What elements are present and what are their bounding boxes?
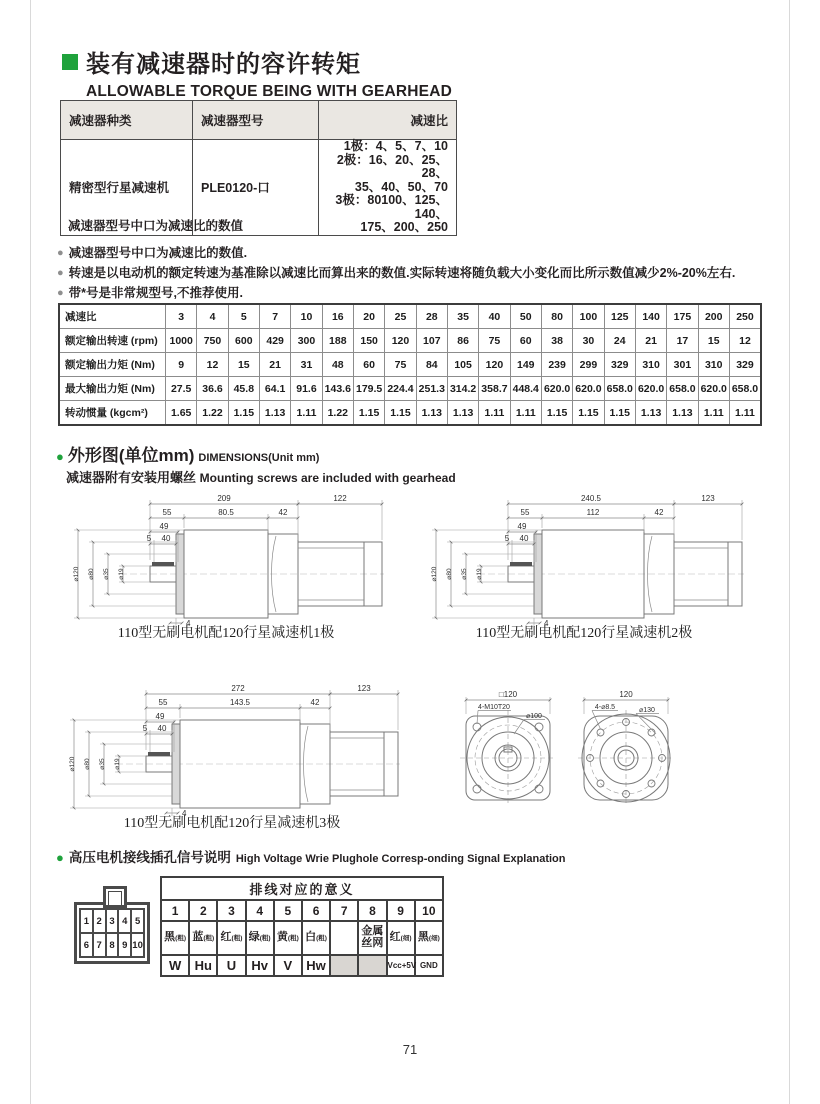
wiring-title-en: High Voltage Wrie Plughole Corresp-onding Signal Explanation — [235, 853, 566, 865]
table-cell: 448.4 — [510, 377, 541, 401]
dim-shaft-label: 55 — [158, 698, 168, 707]
table-cell: 3 — [166, 304, 197, 329]
table-cell: 45.8 — [228, 377, 259, 401]
dimensions-note — [66, 467, 456, 486]
table-cell: 310 — [635, 353, 666, 377]
table-row — [59, 401, 761, 426]
pin-number-cell: 7 — [330, 900, 358, 921]
adapter — [300, 724, 330, 804]
dimension-drawing-1pole — [66, 490, 386, 630]
table-cell: 179.5 — [353, 377, 384, 401]
dim-motor-label: 123 — [357, 684, 371, 693]
table-cell: 12 — [197, 353, 228, 377]
connector-pin: 7 — [92, 932, 107, 958]
table-cell: 251.3 — [416, 377, 447, 401]
shaft-key — [510, 562, 532, 566]
table-cell: 329 — [604, 353, 635, 377]
pin-number-cell: 2 — [189, 900, 217, 921]
drawing-caption-1pole: 110型无刷电机配120行星减速机1极 — [117, 626, 335, 641]
table-footnote: 减速器型号中口为减速比的数值 — [68, 219, 244, 233]
table-cell: 140 — [635, 304, 666, 329]
ratio-line: 1极：4、5、7、10 — [343, 139, 448, 153]
table-cell: 429 — [259, 329, 290, 353]
table-cell: 1.13 — [667, 401, 698, 426]
table-cell: 48 — [322, 353, 353, 377]
green-square-icon — [62, 54, 78, 70]
dimensions-heading — [56, 441, 319, 466]
signal-cell: Hw — [302, 955, 330, 976]
table-row — [59, 329, 761, 353]
table-cell: 1.13 — [635, 401, 666, 426]
wire-color-cell — [330, 921, 358, 955]
dia-shaft-label: ⌀19 — [476, 568, 483, 580]
wire-color-cell: 白(粗) — [302, 921, 330, 955]
note-item — [57, 266, 777, 280]
table-cell: 1.11 — [479, 401, 510, 426]
bullet-icon: ● — [57, 287, 64, 299]
table-cell: 239 — [541, 353, 572, 377]
table-cell: 1000 — [166, 329, 197, 353]
signal-cell — [330, 955, 358, 976]
table-cell: 620.0 — [698, 377, 729, 401]
pin-number-cell: 6 — [302, 900, 330, 921]
table-cell: 175 — [667, 304, 698, 329]
table-cell: 299 — [573, 353, 604, 377]
gearhead-type-cell: 精密型行星减速机 — [61, 140, 193, 236]
table-cell: 120 — [479, 353, 510, 377]
table-cell: 1.15 — [573, 401, 604, 426]
ratio-line: 2极：16、20、25、28、 — [336, 152, 448, 180]
connector-pin: 2 — [92, 908, 107, 934]
table-cell: 1.13 — [416, 401, 447, 426]
dia-80-label: ⌀80 — [446, 568, 453, 580]
table-cell: 60 — [510, 329, 541, 353]
dia-shaft-label: ⌀19 — [118, 568, 125, 580]
connector-row-1 — [79, 908, 145, 934]
table-cell: 28 — [416, 304, 447, 329]
pin-number-cell: 10 — [415, 900, 443, 921]
signal-cell: Vcc+5V — [387, 955, 415, 976]
table-cell: 35 — [447, 304, 478, 329]
table-cell: 60 — [353, 353, 384, 377]
table-cell: 658.0 — [729, 377, 761, 401]
dim-adapter-label: 42 — [310, 698, 320, 707]
wiring-heading — [56, 846, 565, 866]
table-cell: 40 — [479, 304, 510, 329]
note-text: 转速是以电动机的额定转速为基准除以减速比而算出来的数值.实际转速将随负载大小变化而比所示数值减少2%-20%左右. — [68, 266, 736, 280]
dim-front-label: 49 — [517, 522, 527, 531]
table-cell: 125 — [604, 304, 635, 329]
front-plate — [176, 534, 184, 614]
table-cell: 1.13 — [259, 401, 290, 426]
row-label: 转动惯量 (kgcm²) — [59, 401, 166, 426]
table-cell: 1.22 — [322, 401, 353, 426]
notes-list — [57, 246, 777, 306]
drawing-caption-3pole: 110型无刷电机配120行星减速机3极 — [123, 816, 341, 831]
table-cell: 64.1 — [259, 377, 290, 401]
dia-35-label: ⌀35 — [99, 758, 106, 770]
table-cell: 9 — [166, 353, 197, 377]
table-cell: 1.15 — [541, 401, 572, 426]
table-cell: 143.6 — [322, 377, 353, 401]
table-cell: 20 — [353, 304, 384, 329]
wire-color-cell: 金属丝网 — [358, 921, 386, 955]
dim-front-label: 49 — [155, 712, 165, 721]
signal-cell — [358, 955, 386, 976]
signal-cell: V — [274, 955, 302, 976]
table-cell: 600 — [228, 329, 259, 353]
table-cell: 658.0 — [667, 377, 698, 401]
table-cell: 36.6 — [197, 377, 228, 401]
table-cell: 1.11 — [729, 401, 761, 426]
connector-tab — [103, 886, 127, 908]
front-plate — [534, 534, 542, 614]
table-cell: 91.6 — [291, 377, 322, 401]
table-cell: 80 — [541, 304, 572, 329]
dim-key-label: 4 — [182, 809, 187, 818]
col-header-type: 减速器种类 — [61, 101, 193, 140]
flange2-circle-label: ⌀130 — [639, 707, 655, 714]
table-cell: 86 — [447, 329, 478, 353]
pin-number-row — [161, 900, 443, 921]
connector-pin: 9 — [117, 932, 132, 958]
table-cell: 1.15 — [353, 401, 384, 426]
table-cell: 17 — [667, 329, 698, 353]
wire-color-cell: 绿(粗) — [246, 921, 274, 955]
dimension-drawing-3pole — [62, 680, 402, 820]
dia-120-label: ⌀120 — [73, 566, 80, 582]
table-cell: 358.7 — [479, 377, 510, 401]
dim-shaft-label: 55 — [520, 508, 530, 517]
dim-step-label: 5 — [504, 534, 510, 543]
flange-view-round — [578, 690, 674, 806]
front-plate — [172, 724, 180, 804]
table-cell: 620.0 — [573, 377, 604, 401]
table-cell: 12 — [729, 329, 761, 353]
dim-total-label: 240.5 — [580, 494, 602, 503]
table-cell: 50 — [510, 304, 541, 329]
table-cell: 250 — [729, 304, 761, 329]
wire-color-cell: 红(粗) — [217, 921, 245, 955]
row-label: 额定输出转速 (rpm) — [59, 329, 166, 353]
pin-number-cell: 3 — [217, 900, 245, 921]
wire-color-cell: 黑(粗) — [161, 921, 189, 955]
table-cell: 25 — [385, 304, 416, 329]
flange2-top-dim: 120 — [619, 690, 633, 699]
wire-color-cell: 黑(细) — [415, 921, 443, 955]
signal-cell: W — [161, 955, 189, 976]
pin-number-cell: 4 — [246, 900, 274, 921]
table-cell: 16 — [322, 304, 353, 329]
table-cell: 105 — [447, 353, 478, 377]
dimension-drawing-2pole — [424, 490, 744, 630]
table-cell: 38 — [541, 329, 572, 353]
dim-adapter-label: 42 — [654, 508, 664, 517]
row-label: 最大输出力矩 (Nm) — [59, 377, 166, 401]
bullet-icon: ● — [57, 267, 64, 279]
table-cell: 10 — [291, 304, 322, 329]
table-row — [59, 304, 761, 329]
connector-pin: 3 — [105, 908, 120, 934]
table-cell: 1.22 — [197, 401, 228, 426]
table-cell: 1.11 — [698, 401, 729, 426]
torque-table — [58, 303, 762, 426]
pin-number-cell: 5 — [274, 900, 302, 921]
wiring-table-title: 排线对应的意义 — [161, 877, 443, 900]
table-cell: 15 — [228, 353, 259, 377]
table-cell: 310 — [698, 353, 729, 377]
dim-body-label: 80.5 — [218, 508, 234, 517]
dimensions-title-en: DIMENSIONS(Unit mm) — [198, 452, 320, 464]
wire-color-cell: 黄(粗) — [274, 921, 302, 955]
table-cell: 1.11 — [291, 401, 322, 426]
gearhead-ratio-cell — [319, 140, 457, 236]
table-cell: 21 — [259, 353, 290, 377]
signal-cell: Hv — [246, 955, 274, 976]
dim-body-label: 112 — [586, 508, 600, 517]
pin-number-cell: 1 — [161, 900, 189, 921]
table-cell: 329 — [729, 353, 761, 377]
title-block — [62, 44, 452, 101]
col-header-ratio: 减速比 — [319, 101, 457, 140]
dia-80-label: ⌀80 — [88, 568, 95, 580]
table-cell: 7 — [259, 304, 290, 329]
table-cell: 300 — [291, 329, 322, 353]
connector-pin: 10 — [130, 932, 145, 958]
dim-hub-label: 40 — [161, 534, 171, 543]
table-cell: 149 — [510, 353, 541, 377]
dim-motor-label: 123 — [701, 494, 715, 503]
signal-cell: GND — [415, 955, 443, 976]
table-cell: 21 — [635, 329, 666, 353]
table-cell: 188 — [322, 329, 353, 353]
note-item — [57, 286, 777, 300]
pin-number-cell: 8 — [358, 900, 386, 921]
shaft-key — [152, 562, 174, 566]
page-edge-line-left — [30, 0, 31, 1104]
dim-adapter-label: 42 — [278, 508, 288, 517]
dim-key-label: 4 — [544, 619, 549, 628]
note-item — [57, 246, 777, 260]
connector-pin: 5 — [130, 908, 145, 934]
dia-35-label: ⌀35 — [103, 568, 110, 580]
dim-total-label: 272 — [231, 684, 245, 693]
table-cell: 4 — [197, 304, 228, 329]
dia-80-label: ⌀80 — [84, 758, 91, 770]
dim-hub-label: 40 — [157, 724, 167, 733]
wire-color-cell: 蓝(粗) — [189, 921, 217, 955]
table-cell: 150 — [353, 329, 384, 353]
col-header-model: 减速器型号 — [193, 101, 319, 140]
table-cell: 120 — [385, 329, 416, 353]
row-label: 额定输出力矩 (Nm) — [59, 353, 166, 377]
connector-pin: 1 — [79, 908, 94, 934]
ratio-line: 175、200、250 — [360, 220, 448, 234]
dia-shaft-label: ⌀19 — [114, 758, 121, 770]
table-cell: 224.4 — [385, 377, 416, 401]
table-cell: 75 — [385, 353, 416, 377]
table-cell: 5 — [228, 304, 259, 329]
table-cell: 75 — [479, 329, 510, 353]
table-cell: 24 — [604, 329, 635, 353]
bullet-icon: ● — [57, 247, 64, 259]
connector-row-2 — [79, 932, 145, 958]
flange-front-views — [448, 682, 688, 812]
dia-120-label: ⌀120 — [69, 756, 76, 772]
dim-body-label: 143.5 — [229, 698, 251, 707]
table-cell: 30 — [573, 329, 604, 353]
dimensions-note-cn: 减速器附有安装用螺丝 — [66, 470, 197, 485]
page-number: 71 — [402, 1042, 418, 1057]
connector-pin: 6 — [79, 932, 94, 958]
pin-number-cell: 9 — [387, 900, 415, 921]
flange2-holes-label: 4-⌀8.5 — [594, 704, 616, 711]
note-text: 减速器型号中口为减速比的数值. — [68, 246, 248, 260]
table-cell: 1.15 — [228, 401, 259, 426]
flange-view-square — [460, 690, 556, 806]
dim-front-label: 49 — [159, 522, 169, 531]
wire-color-cell: 红(细) — [387, 921, 415, 955]
ratio-line: 3极：80100、125、140、 — [335, 193, 448, 221]
dim-shaft-label: 55 — [162, 508, 172, 517]
page-title-cn: 装有减速器时的容许转矩 — [86, 51, 361, 78]
table-cell: 620.0 — [635, 377, 666, 401]
dimensions-note-en: Mounting screws are included with gearhead — [199, 471, 456, 485]
table-cell: 314.2 — [447, 377, 478, 401]
signal-row — [161, 955, 443, 976]
table-cell: 658.0 — [604, 377, 635, 401]
row-label: 减速比 — [59, 304, 166, 329]
table-cell: 1.15 — [385, 401, 416, 426]
table-cell: 100 — [573, 304, 604, 329]
dim-hub-label: 40 — [519, 534, 529, 543]
table-cell: 1.13 — [447, 401, 478, 426]
connector-plug — [74, 902, 150, 964]
table-cell: 750 — [197, 329, 228, 353]
shaft-key — [148, 752, 170, 756]
wiring-table — [160, 876, 444, 977]
flange1-top-dim: □120 — [498, 690, 518, 699]
page-edge-line-right — [789, 0, 790, 1104]
table-cell: 107 — [416, 329, 447, 353]
wiring-title-cn: 高压电机接线插孔信号说明 — [68, 850, 231, 865]
table-cell: 15 — [698, 329, 729, 353]
connector-pin: 8 — [105, 932, 120, 958]
table-cell: 1.65 — [166, 401, 197, 426]
dim-step-label: 5 — [142, 724, 148, 733]
table-cell: 84 — [416, 353, 447, 377]
note-text: 带*号是非常规型号,不推荐使用. — [68, 286, 243, 300]
table-cell: 1.11 — [510, 401, 541, 426]
signal-cell: Hu — [189, 955, 217, 976]
table-cell: 200 — [698, 304, 729, 329]
dia-35-label: ⌀35 — [461, 568, 468, 580]
table-row — [59, 377, 761, 401]
dimensions-title-cn: 外形图(单位mm) — [67, 446, 195, 465]
drawing-caption-2pole: 110型无刷电机配120行星减速机2极 — [475, 626, 693, 641]
page-title-en: ALLOWABLE TORQUE BEING WITH GEARHEAD — [86, 83, 452, 100]
dia-120-label: ⌀120 — [431, 566, 438, 582]
wire-color-row — [161, 921, 443, 955]
signal-cell: U — [217, 955, 245, 976]
table-cell: 301 — [667, 353, 698, 377]
dim-step-label: 5 — [146, 534, 152, 543]
flange1-holes-label: 4-M10T20 — [478, 704, 510, 711]
connector-pin: 4 — [117, 908, 132, 934]
dim-total-label: 209 — [217, 494, 231, 503]
bullet-icon: ● — [56, 850, 64, 865]
dim-key-label: 4 — [186, 619, 191, 628]
flange1-circle-label: ⌀100 — [526, 713, 542, 720]
table-row — [59, 353, 761, 377]
dim-motor-label: 122 — [333, 494, 347, 503]
table-cell: 27.5 — [166, 377, 197, 401]
gearhead-model-cell: PLE0120-口 — [193, 140, 319, 236]
table-cell: 620.0 — [541, 377, 572, 401]
ratio-line: 35、40、50、70 — [354, 179, 448, 194]
bullet-icon: ● — [56, 449, 64, 464]
table-cell: 31 — [291, 353, 322, 377]
table-cell: 1.15 — [604, 401, 635, 426]
